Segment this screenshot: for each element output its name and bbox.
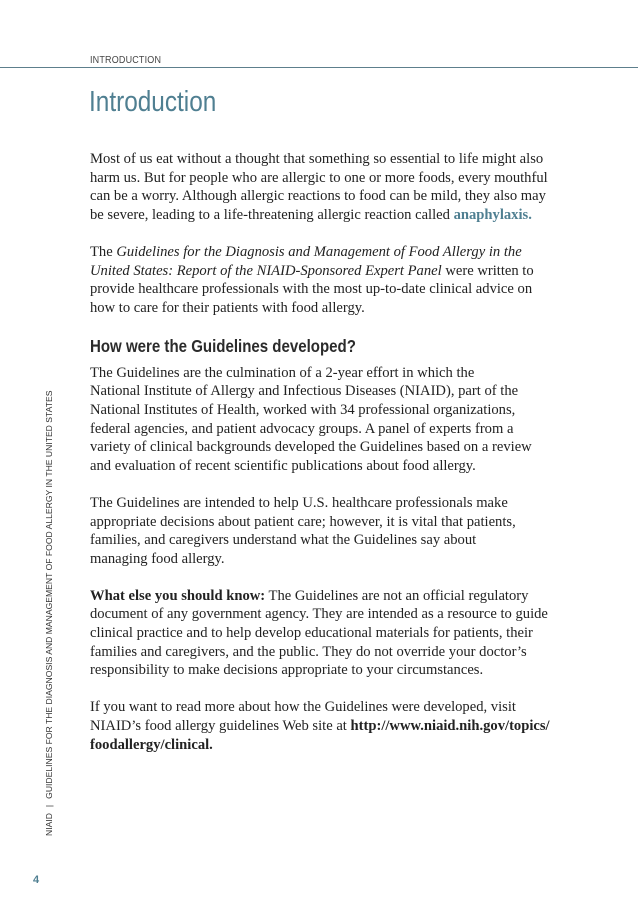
guidelines-title-italic: Guidelines for the Diagnosis and Management of Food Allergy in the — [116, 243, 522, 260]
text-line: National Institutes of Health, worked with 34 professional organizations, — [90, 402, 516, 419]
what-else-label: What else you should know: — [90, 587, 266, 604]
section-subheading: How were the Guidelines developed? — [90, 335, 356, 356]
read-more-paragraph — [90, 698, 558, 754]
text-line: and evaluation of recent scientific publications about food allergy. — [90, 458, 476, 475]
text-line: National Institute of Allergy and Infectious Diseases (NIAID), part of the — [90, 383, 519, 400]
text-line: The Guidelines are intended to help U.S. healthcare professionals make — [90, 494, 508, 511]
text-fragment: The Guidelines are not an official regulatory — [265, 587, 529, 604]
guidelines-url-link[interactable]: http://www.niaid.nih.gov/topics/ — [350, 717, 550, 734]
guidelines-title-italic: United States: Report of the NIAID-Sponsored Expert Panel — [90, 262, 442, 279]
text-fragment: NIAID’s food allergy guidelines Web site at — [90, 717, 351, 734]
purpose-paragraph — [90, 494, 558, 569]
text-line — [90, 587, 558, 606]
text-line — [90, 736, 558, 755]
text-line — [90, 206, 558, 225]
text-line: managing food allergy. — [90, 550, 225, 567]
text-line: responsibility to make decisions appropriate to your circumstances. — [90, 662, 484, 679]
anaphylaxis-term: anaphylaxis. — [453, 207, 532, 224]
text-line: can be a worry. Although allergic reactions to food can be mild, they also may — [90, 188, 546, 205]
guidelines-paragraph — [90, 243, 558, 318]
page-number: 4 — [33, 874, 40, 886]
text-line: families and caregivers, and the public. They do not override your doctor’s — [90, 643, 527, 660]
text-line: document of any government agency. They are intended as a resource to guide — [90, 606, 548, 623]
intro-paragraph — [90, 150, 558, 225]
text-line — [90, 243, 558, 262]
text-line: how to care for their patients with food allergy. — [90, 299, 365, 316]
sidebar-separator: | — [44, 804, 54, 808]
what-else-paragraph — [90, 587, 558, 681]
text-line: provide healthcare professionals with the most up-to-date clinical advice on — [90, 281, 533, 298]
guidelines-url-link[interactable]: foodallergy/clinical. — [90, 736, 213, 753]
text-fragment: The — [90, 243, 117, 260]
page-title: Introduction — [89, 86, 217, 118]
running-header: INTRODUCTION — [90, 55, 162, 66]
text-line: Most of us eat without a thought that something so essential to life might also — [90, 151, 544, 167]
text-line — [90, 262, 558, 281]
text-line: families, and caregivers understand what the Guidelines say about — [90, 532, 477, 549]
text-line: federal agencies, and patient advocacy groups. A panel of experts from a — [90, 420, 514, 437]
text-line: variety of clinical backgrounds developed the Guidelines based on a review — [90, 439, 532, 456]
vertical-sidebar-title — [44, 391, 54, 836]
text-fragment: were written to — [441, 262, 534, 279]
text-line: appropriate decisions about patient care; however, it is vital that patients, — [90, 513, 516, 530]
text-line: harm us. But for people who are allergic to one or more foods, every mouthful — [90, 169, 548, 186]
development-paragraph — [90, 364, 558, 476]
header-divider — [0, 67, 638, 68]
sidebar-doc-title: GUIDELINES FOR THE DIAGNOSIS AND MANAGEMENT OF FOOD ALLERGY IN THE UNITED STATES — [44, 390, 54, 799]
sidebar-org: NIAID — [44, 813, 54, 836]
body-content — [90, 150, 558, 772]
text-line — [90, 717, 558, 736]
text-fragment: be severe, leading to a life-threatening allergic reaction called — [90, 207, 454, 224]
text-line: If you want to read more about how the Guidelines were developed, visit — [90, 699, 516, 716]
text-line: clinical practice and to help develop educational materials for patients, their — [90, 625, 533, 642]
text-line: The Guidelines are the culmination of a 2-year effort in which the — [90, 364, 475, 381]
